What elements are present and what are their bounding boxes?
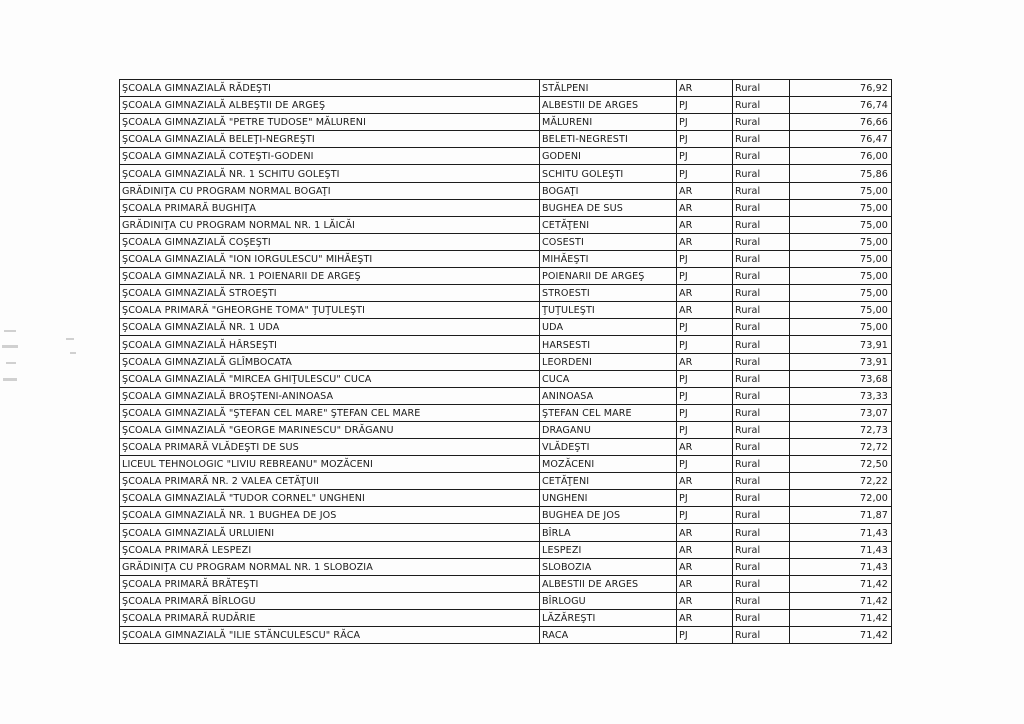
school-name-cell: LICEUL TEHNOLOGIC "LIVIU REBREANU" MOZĂCENI <box>120 456 540 473</box>
area-cell: Rural <box>733 199 790 216</box>
unit-type-cell: PJ <box>677 370 733 387</box>
unit-type-cell: AR <box>677 199 733 216</box>
table-row <box>120 627 892 644</box>
locality-cell: CUCA <box>540 370 677 387</box>
score-cell: 76,74 <box>790 97 892 114</box>
area-cell: Rural <box>733 302 790 319</box>
score-cell: 71,87 <box>790 507 892 524</box>
table-row <box>120 199 892 216</box>
schools-table <box>119 79 892 644</box>
scan-speck <box>6 362 16 364</box>
score-cell: 75,00 <box>790 285 892 302</box>
area-cell: Rural <box>733 609 790 626</box>
unit-type-cell: AR <box>677 216 733 233</box>
school-name-cell: ŞCOALA PRIMARĂ "GHEORGHE TOMA" ŢUŢULEŞTI <box>120 302 540 319</box>
school-name-cell: ŞCOALA GIMNAZIALĂ NR. 1 BUGHEA DE JOS <box>120 507 540 524</box>
area-cell: Rural <box>733 456 790 473</box>
table-row <box>120 131 892 148</box>
area-cell: Rural <box>733 80 790 97</box>
unit-type-cell: PJ <box>677 250 733 267</box>
area-cell: Rural <box>733 216 790 233</box>
area-cell: Rural <box>733 97 790 114</box>
area-cell: Rural <box>733 627 790 644</box>
school-name-cell: ŞCOALA GIMNAZIALĂ COŞEŞTI <box>120 233 540 250</box>
score-cell: 71,42 <box>790 609 892 626</box>
area-cell: Rural <box>733 268 790 285</box>
score-cell: 75,00 <box>790 182 892 199</box>
unit-type-cell: PJ <box>677 268 733 285</box>
area-cell: Rural <box>733 507 790 524</box>
area-cell: Rural <box>733 387 790 404</box>
unit-type-cell: AR <box>677 285 733 302</box>
school-name-cell: ŞCOALA GIMNAZIALĂ ALBEŞTII DE ARGEŞ <box>120 97 540 114</box>
school-name-cell: ŞCOALA GIMNAZIALĂ NR. 1 POIENARII DE ARGEŞ <box>120 268 540 285</box>
school-name-cell: ŞCOALA GIMNAZIALĂ STROEŞTI <box>120 285 540 302</box>
locality-cell: BOGAŢI <box>540 182 677 199</box>
locality-cell: BUGHEA DE SUS <box>540 199 677 216</box>
table-row <box>120 250 892 267</box>
unit-type-cell: AR <box>677 233 733 250</box>
table-row <box>120 558 892 575</box>
table-row <box>120 302 892 319</box>
score-cell: 76,47 <box>790 131 892 148</box>
area-cell: Rural <box>733 421 790 438</box>
locality-cell: POIENARII DE ARGEŞ <box>540 268 677 285</box>
unit-type-cell: PJ <box>677 404 733 421</box>
score-cell: 71,43 <box>790 541 892 558</box>
unit-type-cell: AR <box>677 438 733 455</box>
score-cell: 72,72 <box>790 438 892 455</box>
area-cell: Rural <box>733 524 790 541</box>
area-cell: Rural <box>733 473 790 490</box>
table-row <box>120 456 892 473</box>
locality-cell: LĂZĂREŞTI <box>540 609 677 626</box>
scan-speck <box>2 345 18 348</box>
area-cell: Rural <box>733 490 790 507</box>
area-cell: Rural <box>733 558 790 575</box>
locality-cell: LEORDENI <box>540 353 677 370</box>
scan-speck <box>3 378 17 381</box>
scan-speck <box>4 330 16 332</box>
table-row <box>120 473 892 490</box>
score-cell: 76,66 <box>790 114 892 131</box>
table-row <box>120 438 892 455</box>
table-row <box>120 114 892 131</box>
unit-type-cell: AR <box>677 609 733 626</box>
unit-type-cell: AR <box>677 353 733 370</box>
locality-cell: ALBESTII DE ARGES <box>540 575 677 592</box>
table-row <box>120 97 892 114</box>
unit-type-cell: PJ <box>677 387 733 404</box>
table-row <box>120 148 892 165</box>
unit-type-cell: AR <box>677 541 733 558</box>
table-row <box>120 609 892 626</box>
score-cell: 71,42 <box>790 575 892 592</box>
table-row <box>120 336 892 353</box>
table-row <box>120 285 892 302</box>
table-row <box>120 182 892 199</box>
area-cell: Rural <box>733 370 790 387</box>
score-cell: 73,68 <box>790 370 892 387</box>
locality-cell: ANINOASA <box>540 387 677 404</box>
unit-type-cell: PJ <box>677 507 733 524</box>
unit-type-cell: PJ <box>677 490 733 507</box>
school-name-cell: ŞCOALA PRIMARĂ BÎRLOGU <box>120 592 540 609</box>
locality-cell: GODENI <box>540 148 677 165</box>
school-name-cell: ŞCOALA PRIMARĂ NR. 2 VALEA CETĂŢUII <box>120 473 540 490</box>
table-row <box>120 165 892 182</box>
school-name-cell: ŞCOALA GIMNAZIALĂ "ION IORGULESCU" MIHĂEŞTI <box>120 250 540 267</box>
school-name-cell: ŞCOALA GIMNAZIALĂ "PETRE TUDOSE" MĂLURENI <box>120 114 540 131</box>
locality-cell: BÎRLOGU <box>540 592 677 609</box>
area-cell: Rural <box>733 575 790 592</box>
school-name-cell: GRĂDINIŢA CU PROGRAM NORMAL NR. 1 LĂICĂI <box>120 216 540 233</box>
score-cell: 75,00 <box>790 319 892 336</box>
score-cell: 73,33 <box>790 387 892 404</box>
scan-speck <box>70 352 76 354</box>
area-cell: Rural <box>733 233 790 250</box>
table-row <box>120 490 892 507</box>
scan-speck <box>66 338 74 340</box>
table-row <box>120 575 892 592</box>
locality-cell: ŞTEFAN CEL MARE <box>540 404 677 421</box>
score-cell: 75,00 <box>790 268 892 285</box>
table-row <box>120 319 892 336</box>
school-name-cell: ŞCOALA PRIMARĂ VLĂDEŞTI DE SUS <box>120 438 540 455</box>
locality-cell: BUGHEA DE JOS <box>540 507 677 524</box>
unit-type-cell: PJ <box>677 456 733 473</box>
locality-cell: RACA <box>540 627 677 644</box>
score-cell: 75,00 <box>790 250 892 267</box>
area-cell: Rural <box>733 182 790 199</box>
locality-cell: MIHĂEŞTI <box>540 250 677 267</box>
school-name-cell: ŞCOALA GIMNAZIALĂ BROŞTENI-ANINOASA <box>120 387 540 404</box>
area-cell: Rural <box>733 165 790 182</box>
locality-cell: VLĂDEŞTI <box>540 438 677 455</box>
area-cell: Rural <box>733 438 790 455</box>
school-name-cell: ŞCOALA PRIMARĂ RUDĂRIE <box>120 609 540 626</box>
score-cell: 75,00 <box>790 302 892 319</box>
school-name-cell: ŞCOALA GIMNAZIALĂ RĂDEŞTI <box>120 80 540 97</box>
school-name-cell: ŞCOALA PRIMARĂ LESPEZI <box>120 541 540 558</box>
locality-cell: MOZĂCENI <box>540 456 677 473</box>
table-row <box>120 524 892 541</box>
score-cell: 72,73 <box>790 421 892 438</box>
unit-type-cell: AR <box>677 558 733 575</box>
unit-type-cell: AR <box>677 302 733 319</box>
locality-cell: LESPEZI <box>540 541 677 558</box>
area-cell: Rural <box>733 336 790 353</box>
schools-table-body <box>120 80 892 644</box>
table-row <box>120 268 892 285</box>
table-row <box>120 404 892 421</box>
score-cell: 76,92 <box>790 80 892 97</box>
unit-type-cell: PJ <box>677 627 733 644</box>
score-cell: 71,43 <box>790 558 892 575</box>
unit-type-cell: AR <box>677 575 733 592</box>
table-row <box>120 353 892 370</box>
school-name-cell: GRĂDINIŢA CU PROGRAM NORMAL BOGAŢI <box>120 182 540 199</box>
unit-type-cell: AR <box>677 473 733 490</box>
score-cell: 71,43 <box>790 524 892 541</box>
locality-cell: SCHITU GOLEŞTI <box>540 165 677 182</box>
score-cell: 72,50 <box>790 456 892 473</box>
school-name-cell: ŞCOALA GIMNAZIALĂ URLUIENI <box>120 524 540 541</box>
unit-type-cell: AR <box>677 524 733 541</box>
unit-type-cell: PJ <box>677 114 733 131</box>
school-name-cell: ŞCOALA GIMNAZIALĂ "GEORGE MARINESCU" DRĂGANU <box>120 421 540 438</box>
table-row <box>120 216 892 233</box>
area-cell: Rural <box>733 404 790 421</box>
unit-type-cell: AR <box>677 80 733 97</box>
locality-cell: COSESTI <box>540 233 677 250</box>
area-cell: Rural <box>733 319 790 336</box>
area-cell: Rural <box>733 148 790 165</box>
locality-cell: BÎRLA <box>540 524 677 541</box>
locality-cell: STĂLPENI <box>540 80 677 97</box>
area-cell: Rural <box>733 353 790 370</box>
score-cell: 75,00 <box>790 199 892 216</box>
school-name-cell: ŞCOALA PRIMARĂ BUGHIŢA <box>120 199 540 216</box>
unit-type-cell: PJ <box>677 148 733 165</box>
score-cell: 71,42 <box>790 592 892 609</box>
locality-cell: ŢUŢULEŞTI <box>540 302 677 319</box>
school-name-cell: ŞCOALA GIMNAZIALĂ BELEŢI-NEGREŞTI <box>120 131 540 148</box>
score-cell: 75,00 <box>790 216 892 233</box>
area-cell: Rural <box>733 285 790 302</box>
school-name-cell: ŞCOALA GIMNAZIALĂ HÂRSEŞTI <box>120 336 540 353</box>
locality-cell: DRAGANU <box>540 421 677 438</box>
score-cell: 75,86 <box>790 165 892 182</box>
score-cell: 72,22 <box>790 473 892 490</box>
unit-type-cell: PJ <box>677 319 733 336</box>
table-row <box>120 387 892 404</box>
score-cell: 71,42 <box>790 627 892 644</box>
unit-type-cell: PJ <box>677 131 733 148</box>
school-name-cell: ŞCOALA GIMNAZIALĂ COTEŞTI-GODENI <box>120 148 540 165</box>
score-cell: 72,00 <box>790 490 892 507</box>
locality-cell: MĂLURENI <box>540 114 677 131</box>
locality-cell: ALBESTII DE ARGES <box>540 97 677 114</box>
school-name-cell: ŞCOALA GIMNAZIALĂ "ILIE STĂNCULESCU" RĂCA <box>120 627 540 644</box>
table-row <box>120 541 892 558</box>
area-cell: Rural <box>733 114 790 131</box>
unit-type-cell: AR <box>677 592 733 609</box>
school-name-cell: ŞCOALA GIMNAZIALĂ NR. 1 UDA <box>120 319 540 336</box>
score-cell: 75,00 <box>790 233 892 250</box>
locality-cell: STROESTI <box>540 285 677 302</box>
table-row <box>120 421 892 438</box>
score-cell: 73,07 <box>790 404 892 421</box>
school-name-cell: ŞCOALA GIMNAZIALĂ "MIRCEA GHIŢULESCU" CUCA <box>120 370 540 387</box>
score-cell: 73,91 <box>790 353 892 370</box>
school-name-cell: ŞCOALA GIMNAZIALĂ "TUDOR CORNEL" UNGHENI <box>120 490 540 507</box>
table-row <box>120 80 892 97</box>
locality-cell: UDA <box>540 319 677 336</box>
area-cell: Rural <box>733 250 790 267</box>
school-name-cell: ŞCOALA GIMNAZIALĂ GLÎMBOCATA <box>120 353 540 370</box>
locality-cell: SLOBOZIA <box>540 558 677 575</box>
score-cell: 73,91 <box>790 336 892 353</box>
table-row <box>120 507 892 524</box>
table-row <box>120 592 892 609</box>
area-cell: Rural <box>733 131 790 148</box>
unit-type-cell: AR <box>677 182 733 199</box>
area-cell: Rural <box>733 541 790 558</box>
school-name-cell: ŞCOALA GIMNAZIALĂ "ŞTEFAN CEL MARE" ŞTEFAN CEL MARE <box>120 404 540 421</box>
locality-cell: CETĂŢENI <box>540 216 677 233</box>
table-row <box>120 233 892 250</box>
locality-cell: UNGHENI <box>540 490 677 507</box>
school-name-cell: GRĂDINIŢA CU PROGRAM NORMAL NR. 1 SLOBOZIA <box>120 558 540 575</box>
unit-type-cell: PJ <box>677 165 733 182</box>
school-name-cell: ŞCOALA GIMNAZIALĂ NR. 1 SCHITU GOLEŞTI <box>120 165 540 182</box>
area-cell: Rural <box>733 592 790 609</box>
table-row <box>120 370 892 387</box>
school-name-cell: ŞCOALA PRIMARĂ BRĂTEŞTI <box>120 575 540 592</box>
unit-type-cell: PJ <box>677 97 733 114</box>
unit-type-cell: PJ <box>677 336 733 353</box>
locality-cell: BELETI-NEGRESTI <box>540 131 677 148</box>
score-cell: 76,00 <box>790 148 892 165</box>
locality-cell: HARSESTI <box>540 336 677 353</box>
unit-type-cell: PJ <box>677 421 733 438</box>
locality-cell: CETĂŢENI <box>540 473 677 490</box>
